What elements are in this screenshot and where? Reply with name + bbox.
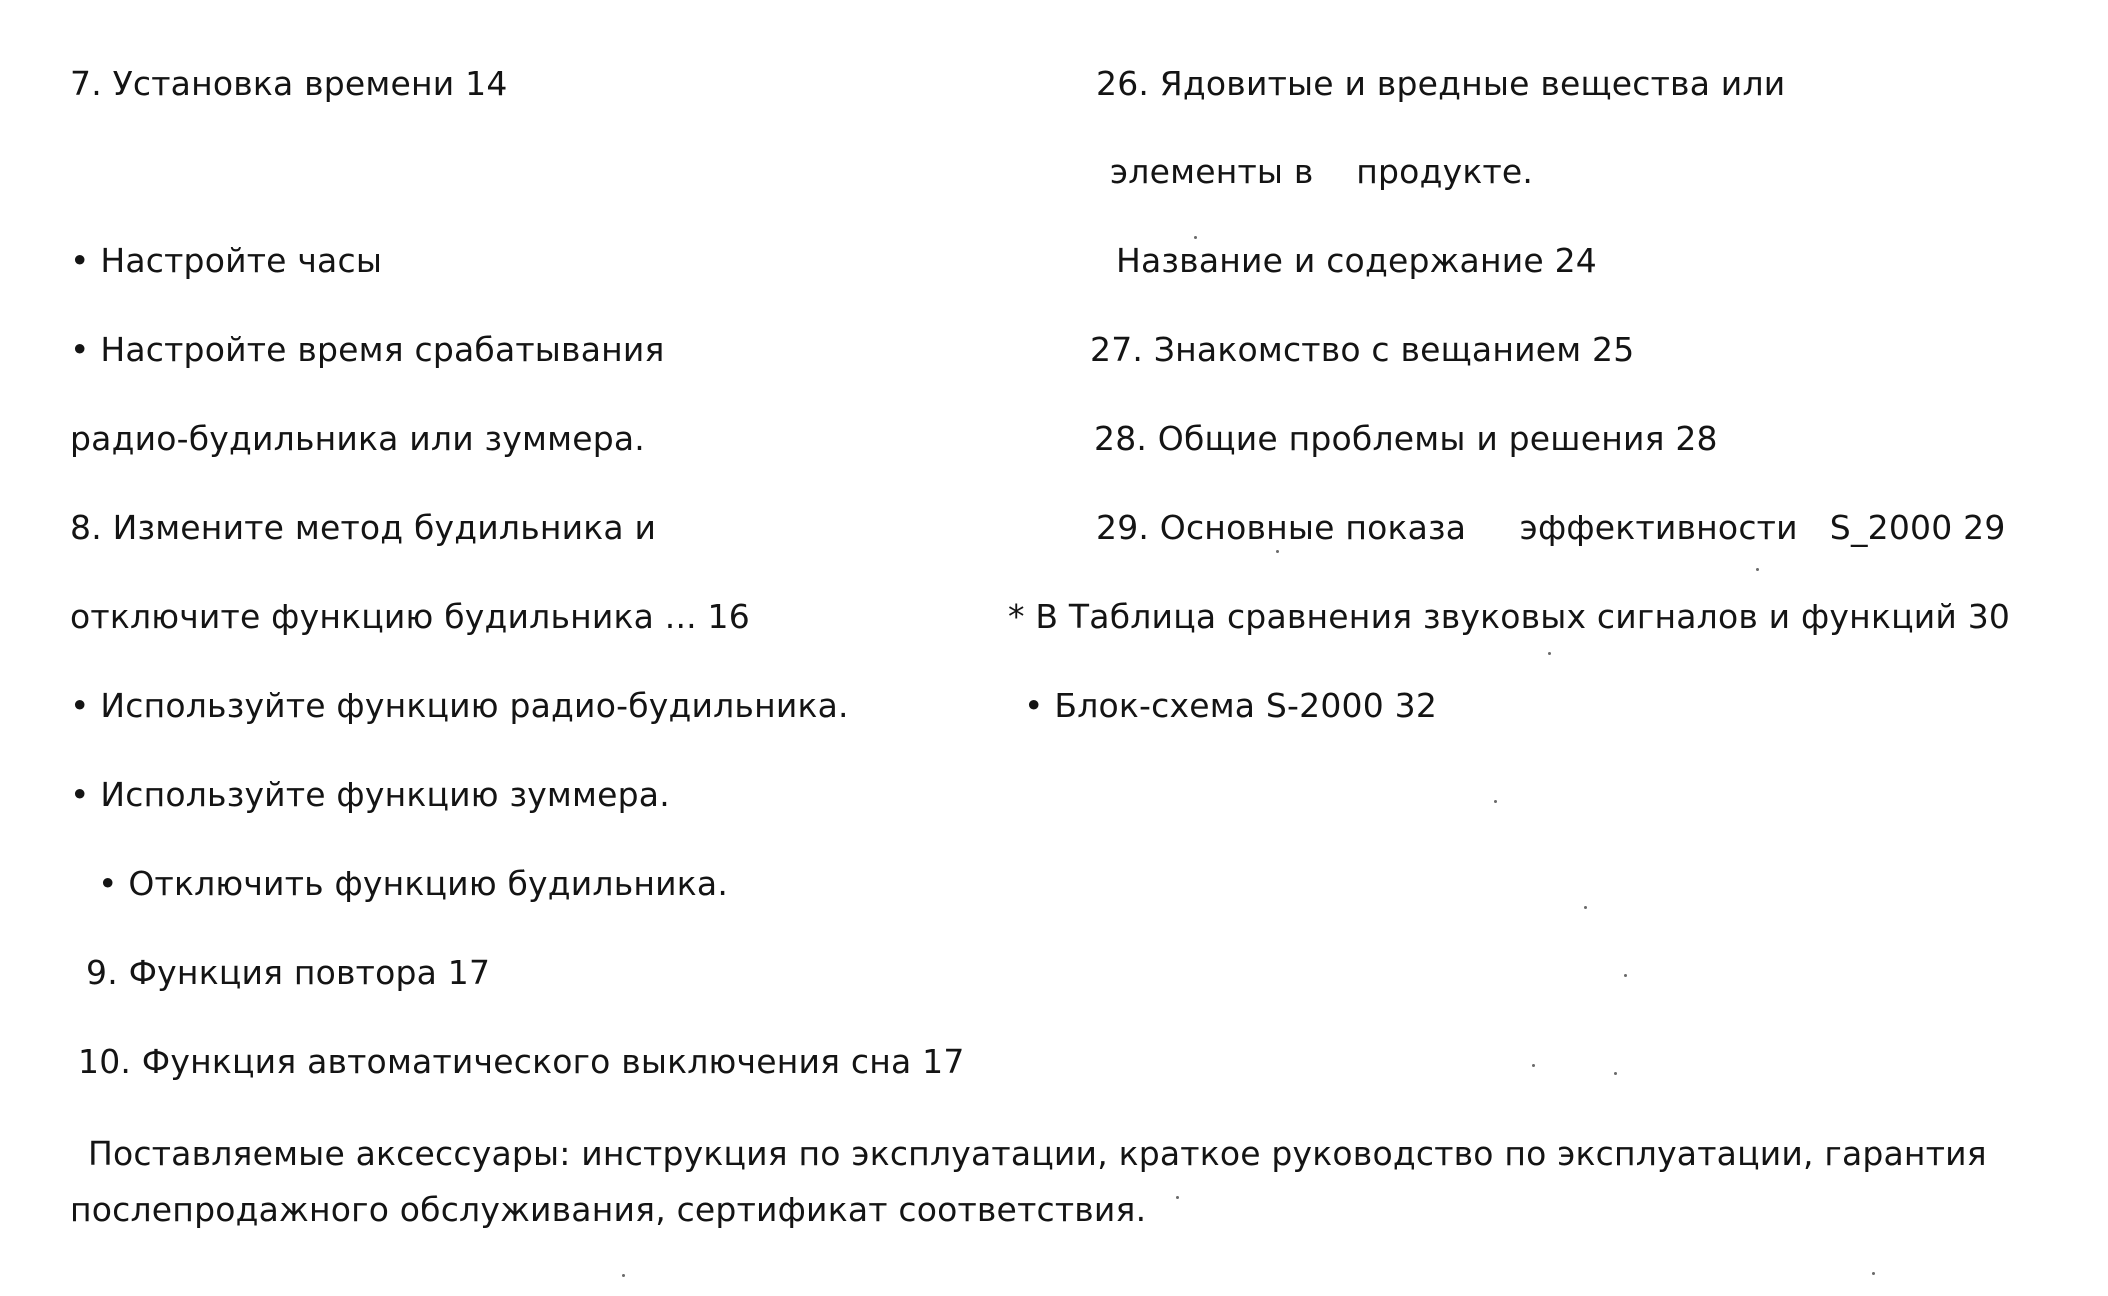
toc-bullet-set-alarm-time: • Настройте время срабатывания: [70, 330, 665, 369]
scan-speck: [1584, 906, 1587, 909]
toc-entry-28: 28. Общие проблемы и решения 28: [1094, 419, 1718, 458]
scan-speck: [622, 1274, 625, 1277]
toc-bullet-disable-alarm: • Отключить функцию будильника.: [98, 864, 729, 903]
scan-speck: [1494, 800, 1497, 803]
toc-entry-26-cont: элементы в продукте.: [1110, 152, 1534, 191]
toc-entry-comparison-table: * В Таблица сравнения звуковых сигналов и функций 30: [1008, 597, 2011, 636]
toc-entry-26: 26. Ядовитые и вредные вещества или: [1096, 64, 1786, 103]
scan-speck: [1194, 236, 1197, 239]
toc-entry-8-cont: отключите функцию будильника ... 16: [70, 597, 750, 636]
scan-speck: [1548, 652, 1551, 655]
scan-speck: [1614, 1072, 1617, 1075]
toc-entry-27: 27. Знакомство с вещанием 25: [1090, 330, 1635, 369]
toc-entry-10: 10. Функция автоматического выключения сна 17: [78, 1042, 965, 1081]
toc-entry-7: 7. Установка времени 14: [70, 64, 508, 103]
toc-bullet-set-clock: • Настройте часы: [70, 241, 383, 280]
scan-speck: [1624, 974, 1627, 977]
accessories-paragraph: Поставляемые аксессуары: инструкция по эксплуатации, краткое руководство по эксплуатации, гарантия послепродажного обслуживания, сертификат соответствия.: [70, 1134, 1987, 1229]
scan-speck: [1532, 1064, 1535, 1067]
toc-entry-29: 29. Основные показа эффективности S_2000 29: [1096, 508, 2006, 547]
toc-bullet-block-diagram: • Блок-схема S-2000 32: [1024, 686, 1438, 725]
toc-bullet-buzzer: • Используйте функцию зуммера.: [70, 775, 670, 814]
toc-bullet-radio-alarm: • Используйте функцию радио-будильника.: [70, 686, 849, 725]
toc-entry-26-title: Название и содержание 24: [1116, 241, 1597, 280]
toc-bullet-set-alarm-time-cont: радио-будильника или зуммера.: [70, 419, 645, 458]
toc-entry-9: 9. Функция повтора 17: [86, 953, 491, 992]
scan-speck: [1756, 568, 1759, 571]
scan-speck: [1872, 1272, 1875, 1275]
scan-speck: [1276, 550, 1279, 553]
scan-speck: [1176, 1196, 1179, 1199]
toc-entry-8: 8. Измените метод будильника и: [70, 508, 657, 547]
